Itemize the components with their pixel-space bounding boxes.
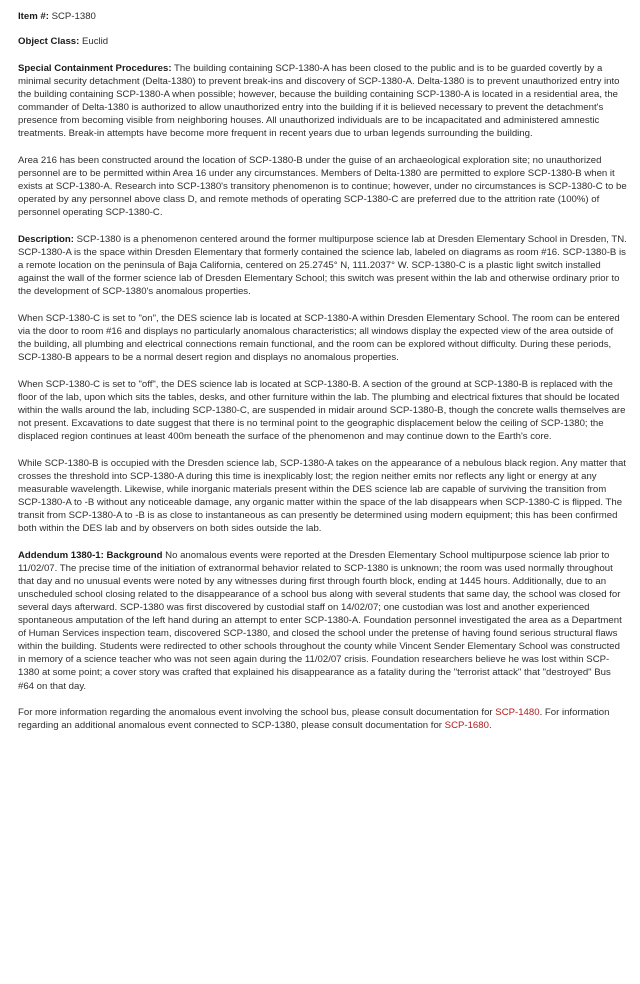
item-number-label: Item #: [18, 11, 49, 22]
footer-text-1: For more information regarding the anomalous event involving the school bus, please consult documentation for [18, 707, 496, 719]
description-paragraph-3 [18, 378, 628, 443]
containment-paragraph-1 [18, 62, 628, 141]
description-paragraph-4 [18, 457, 628, 536]
document-page [18, 10, 628, 746]
object-class-label: Object Class: [18, 36, 80, 48]
addendum-text: No anomalous events were reported at the Dresden Elementary School multipurpose science lab prior to 11/02/07. The precise time of the initiation of extranormal behavior related to SCP-1380 is unknown; the room was used normally throughout that day and no unusual events were noted by any witnesses during first through fourth block, ending at 1445 hours. Additionally, due to an unscheduled school closing related to the disappearance of a school bus along with several students that same day, the school was closed for several days afterward. SCP-1380 was first discovered by custodial staff on 14/02/07; one custodian was lost and another experienced spontaneous amputation of the left hand during an attempt to enter SCP-1380-A. Foundation personnel investigated the area as a Department of Human Services inspection team, discovered SCP-1380, and closed the school under the pretense of having found serious structural flaws within the building. Students were redirected to other schools throughout the county while Vincent Sender Elementary School was constructed in memory of a science teacher who was not seen again during the 11/02/07 crisis. Foundation researchers believe he was lost within SCP-1380 at some point; a cover story was crafted that explained his disappearance as a fatality during the "terrorist attack" that "destroyed" Bus #64 on that day. [18, 549, 622, 692]
addendum-paragraph [18, 549, 628, 693]
footer-paragraph [18, 706, 628, 732]
description-paragraph-2 [18, 312, 628, 364]
object-class-value: Euclid [79, 36, 109, 48]
item-number-value: SCP-1380 [48, 11, 96, 22]
item-number [18, 10, 628, 23]
addendum-label: Addendum 1380-1: Background [18, 549, 163, 561]
containment-text-2: Area 216 has been constructed around the location of SCP-1380-B under the guise of an archaeological exploration site; no unauthorized personnel are to be permitted within Area 16 under any circumstances. Members of Delta-1380 are permitted to explore SCP-1380-B when it exists at SCP-1380-A. Research into SCP-1380's transitory phenomenon is to continue; however, under no circumstances is SCP-1380-C to be operated by any personnel above class D, and remote methods of operating SCP-1380-C are preferred due to the attrition rate (100%) of personnel operating SCP-1380-C. [18, 154, 627, 219]
scp-1680-link[interactable]: SCP-1680 [444, 720, 489, 732]
containment-text-1: The building containing SCP-1380-A has been closed to the public and is to be guarded covertly by a minimal security detachment (Delta-1380) to prevent break-ins and discovery of SCP-1380-A. Delta-1380 is to prevent unauthorized entry into the building containing SCP-1380-A when possible; however, because the building containing SCP-1380-A is located in a residential area, the commander of Delta-1380 is authorized to allow unauthorized entry into the building if it is believed necessary to prevent the detachment's presence from becoming visible from neighboring houses. All unauthorized individuals are to be incapacitated and administered amnestic treatments. Break-in attempts have become more frequent in recent years due to urban legends surrounding the building. [18, 62, 620, 140]
containment-paragraph-2 [18, 154, 628, 219]
scp-1480-link[interactable]: SCP-1480 [495, 707, 540, 719]
description-label: Description: [18, 233, 74, 245]
footer-text-2: . For information regarding an additional anomalous event connected to SCP-1380, please consult documentation for [18, 707, 610, 732]
object-class [18, 35, 628, 48]
footer-text-3: . [488, 720, 492, 732]
containment-label: Special Containment Procedures: [18, 62, 172, 74]
description-paragraph-1 [18, 233, 628, 298]
description-text-3: When SCP-1380-C is set to "off", the DES science lab is located at SCP-1380-B. A section of the ground at SCP-1380-B is replaced with the floor of the lab, upon which sits the tables, desks, and other furniture within the lab. The plumbing and electrical fixtures that should be located within the walls around the lab, including SCP-1380-C, are suspended in midair around SCP-1380-B, though the concrete walls themselves are not present. Excavations to date suggest that there is no terminal point to the geographic displacement below the ceiling of SCP-1380; the displaced region continues at least 400m beneath the surface of the phenomenon and may continue down to the Earth's core. [18, 378, 626, 442]
description-text-4: While SCP-1380-B is occupied with the Dresden science lab, SCP-1380-A takes on the appearance of a nebulous black region. Any matter that crosses the threshold into SCP-1380-A during this time is inexplicably lost; the region neither emits nor reflects any light or energy at any measurable wavelength. Likewise, while inorganic materials present within the DES science lab are capable of surviving the transition from SCP-1380-A to -B without any noticeable damage, any organic matter within the space of the lab disappears when SCP-1380-C is flipped. The transit from SCP-1380-A to -B is as close to instantaneous as can presently be determined using modern equipment; this has been confirmed both within the DES lab and by observers on both sides outside the lab. [18, 457, 626, 534]
description-text-1: SCP-1380 is a phenomenon centered around the former multipurpose science lab at Dresden Elementary School in Dresden, TN. SCP-1380-A is the space within Dresden Elementary that formerly contained the science lab, labeled on diagrams as room #16. SCP-1380-B is a remote location on the peninsula of Baja California, centered on 25.2745° N, 111.2037° W. SCP-1380-C is a plastic light switch installed against the wall of the former science lab of Dresden Elementary School; this switch was present within the lab and otherwise ordinary prior to the development of SCP-1380's anomalous properties. [18, 233, 627, 298]
description-text-2: When SCP-1380-C is set to "on", the DES science lab is located at SCP-1380-A within Dresden Elementary School. The room can be entered via the door to room #16 and displays no particularly anomalous characteristics; all windows display the expected view of the area outside of the building, all plumbing and electrical connections remain functional, and the room can be explored without difficulty. During these periods, SCP-1380-B appears to be a normal desert region and displays no anomalous properties. [18, 312, 620, 363]
